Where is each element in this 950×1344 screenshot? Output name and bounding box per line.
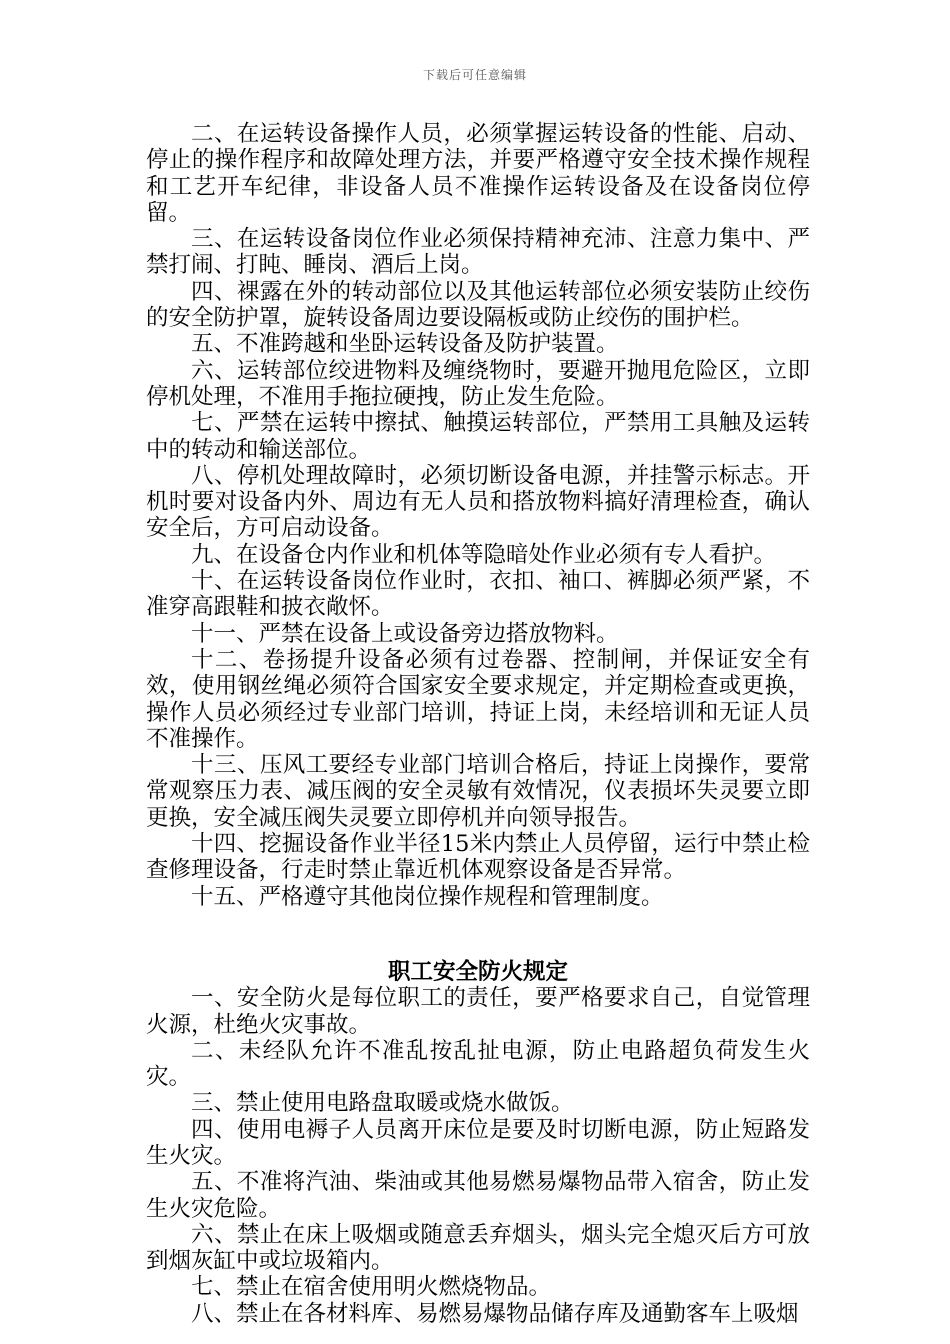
- paragraph: 十三、压风工要经专业部门培训合格后，持证上岗操作，要常常观察压力表、减压阀的安全灵敏有效情况，仪表损坏失灵要立即更换，安全减压阀失灵要立即停机并向领导报告。: [146, 752, 810, 831]
- paragraph: 四、使用电褥子人员离开床位是要及时切断电源，防止短路发生火灾。: [146, 1116, 810, 1169]
- paragraph: 八、停机处理故障时，必须切断设备电源，并挂警示标志。开机时要对设备内外、周边有无人员和搭放物料搞好清理检查，确认安全后，方可启动设备。: [146, 462, 810, 542]
- paragraph: 九、在设备仓内作业和机体等隐暗处作业必须有专人看护。: [191, 541, 777, 568]
- paragraph: 十一、严禁在设备上或设备旁边搭放物料。: [191, 620, 619, 647]
- paragraph: 七、禁止在宿舍使用明火燃烧物品。: [191, 1274, 552, 1301]
- page-header-note: 下载后可任意编辑: [422, 68, 527, 82]
- paragraph: 一、安全防火是每位职工的责任，要严格要求自己，自觉管理火源，杜绝火灾事故。: [146, 985, 810, 1038]
- paragraph: 六、禁止在床上吸烟或随意丢弃烟头，烟头完全熄灭后方可放到烟灰缸中或垃圾箱内。: [146, 1221, 810, 1275]
- paragraph: 八、禁止在各材料库、易燃易爆物品储存库及通勤客车上吸烟: [191, 1300, 799, 1327]
- paragraph: 十四、挖掘设备作业半径15米内禁止人员停留，运行中禁止检查修理设备，行走时禁止靠近机体观察设备是否异常。: [146, 831, 810, 884]
- paragraph: 六、运转部位绞进物料及缠绕物时，要避开抛甩危险区，立即停机处理，不准用手拖拉硬拽，防止发生危险。: [146, 357, 810, 410]
- paragraph: 十二、卷扬提升设备必须有过卷器、控制闸，并保证安全有效，使用钢丝绳必须符合国家安全要求规定，并定期检查或更换，操作人员必须经过专业部门培训，持证上岗，未经培训和无证人员不准操作。: [146, 646, 810, 752]
- paragraph: 十、在运转设备岗位作业时，衣扣、袖口、裤脚必须严紧，不准穿高跟鞋和披衣敞怀。: [146, 568, 810, 621]
- paragraph: 五、不准跨越和坐卧运转设备及防护装置。: [191, 331, 619, 358]
- paragraph: 四、裸露在外的转动部位以及其他运转部位必须安装防止绞伤的安全防护罩，旋转设备周边要设隔板或防止绞伤的围护栏。: [146, 278, 810, 332]
- section-fire-safety-rules: [146, 959, 810, 1327]
- paragraph: 二、在运转设备操作人员，必须掌握运转设备的性能、启动、停止的操作程序和故障处理方法，并要严格遵守安全技术操作规程和工艺开车纪律，非设备人员不准操作运转设备及在设备岗位停留。: [146, 121, 810, 226]
- section-spacer: [146, 910, 810, 959]
- paragraph: 七、严禁在运转中擦拭、触摸运转部位，严禁用工具触及运转中的转动和输送部位。: [146, 410, 810, 463]
- section-equipment-rules: [146, 121, 810, 910]
- section-title: 职工安全防火规定: [387, 958, 568, 985]
- paragraph: 三、禁止使用电路盘取暖或烧水做饭。: [191, 1090, 574, 1117]
- paragraph: 十五、严格遵守其他岗位操作规程和管理制度。: [191, 883, 664, 910]
- paragraph: 二、未经队允许不准乱按乱扯电源，防止电路超负荷发生火灾。: [146, 1037, 810, 1091]
- paragraph: 三、在运转设备岗位作业必须保持精神充沛、注意力集中、严禁打闹、打盹、睡岗、酒后上岗。: [146, 226, 810, 279]
- document-body: [146, 121, 810, 1327]
- paragraph: 五、不准将汽油、柴油或其他易燃易爆物品带入宿舍，防止发生火灾危险。: [146, 1169, 810, 1222]
